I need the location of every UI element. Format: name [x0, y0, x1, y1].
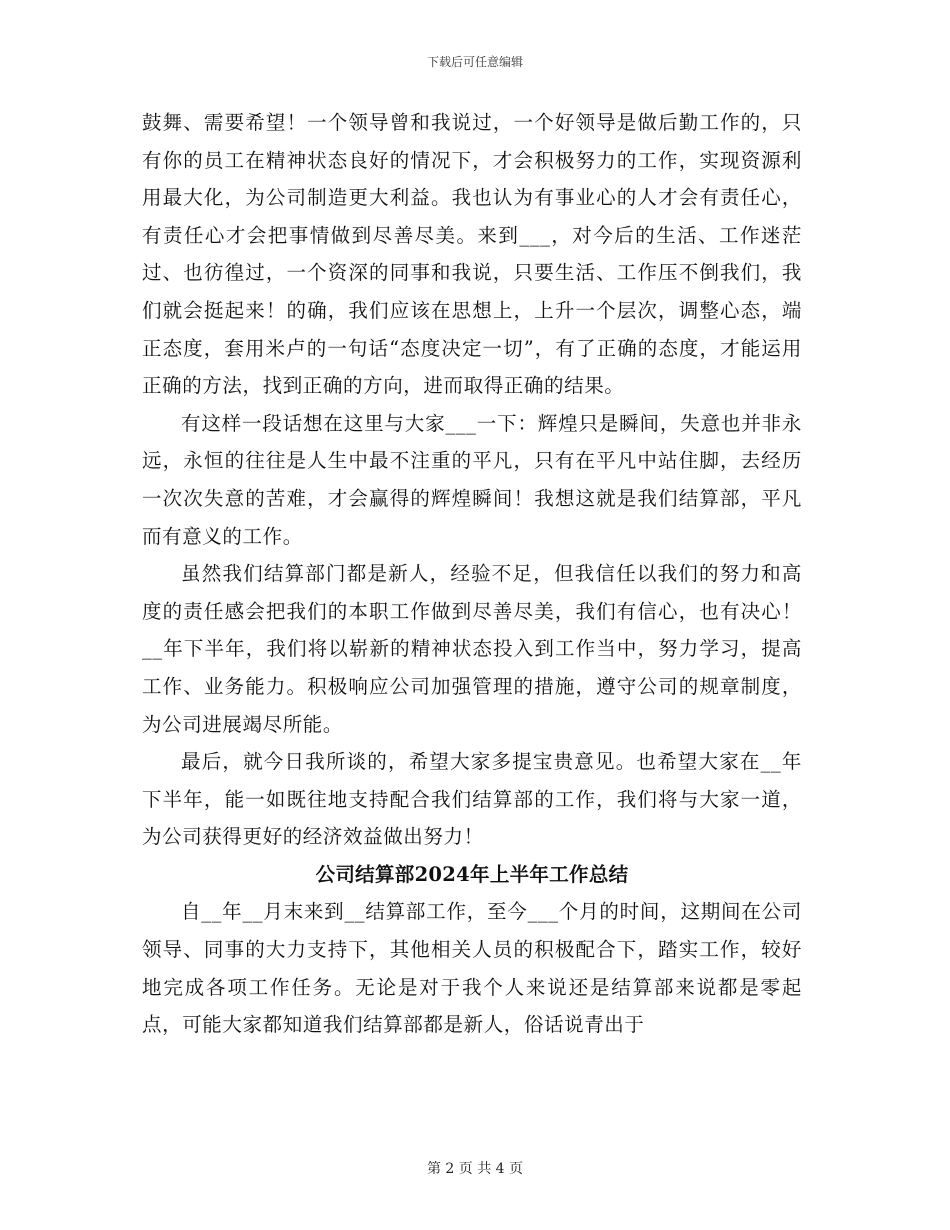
paragraph-continued: 鼓舞、需要希望！一个领导曾和我说过，一个好领导是做后勤工作的，只有你的员工在精神状态良好的情况下，才会积极努力的工作，实现资源利用最大化，为公司制造更大利益。我也认为有事业心的人才会有责任心，有责任心才会把事情做到尽善尽美。来到___，对今后的生活、工作迷茫过、也彷徨过，一个资深的同事和我说，只要生活、工作压不倒我们，我们就会挺起来！的确，我们应该在思想上，上升一个层次，调整心态，端正态度，套用米卢的一句话“态度决定一切”，有了正确的态度，才能运用正确的方法，找到正确的方向，进而取得正确的结果。: [142, 111, 802, 398]
page-header: 下载后可任意编辑: [426, 55, 523, 69]
paragraph-new-team: 虽然我们结算部门都是新人，经验不足，但我信任以我们的努力和高度的责任感会把我们的本职工作做到尽善尽美，我们有信心，也有决心！__年下半年，我们将以崭新的精神状态投入到工作当中，努力学习，提高工作、业务能力。积极响应公司加强管理的措施，遵守公司的规章制度，为公司进展竭尽所能。: [142, 562, 802, 736]
section-title: 公司结算部2024年上半年工作总结: [315, 862, 629, 886]
paragraph-summary-intro: 自__年__月末来到__结算部工作，至今___个月的时间，这期间在公司领导、同事的大力支持下，其他相关人员的积极配合下，踏实工作，较好地完成各项工作任务。无论是对于我个人来说还是结算部来说都是零起点，可能大家都知道我们结算部都是新人，俗话说青出于: [142, 900, 802, 1037]
page-number: 第 2 页 共 4 页: [426, 1161, 524, 1177]
document-body: [142, 104, 802, 1044]
paragraph-closing: 最后，就今日我所谈的，希望大家多提宝贵意见。也希望大家在__年下半年，能一如既往地支持配合我们结算部的工作，我们将与大家一道，为公司获得更好的经济效益做出努力！: [142, 750, 802, 849]
paragraph-brilliance: 有这样一段话想在这里与大家___一下：辉煌只是瞬间，失意也并非永远，永恒的往往是人生中最不注重的平凡，只有在平凡中站住脚，去经历一次次失意的苦难，才会赢得的辉煌瞬间！我想这就是我们结算部，平凡而有意义的工作。: [142, 411, 802, 548]
